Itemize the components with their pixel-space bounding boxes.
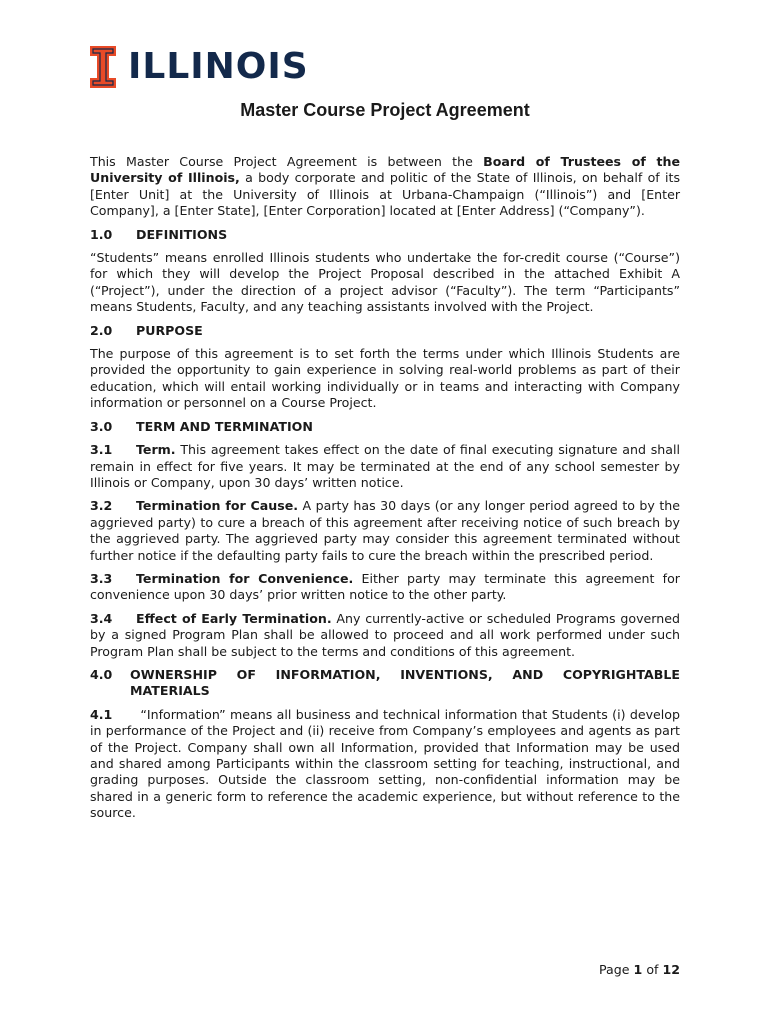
logo-wordmark: ILLINOIS bbox=[128, 46, 309, 87]
page-label: Page bbox=[599, 962, 630, 977]
section-number: 2.0 bbox=[90, 322, 113, 338]
section-heading-definitions bbox=[90, 227, 680, 243]
clause-text: Any currently-active or scheduled Programs governed by a signed Program Plan shall be allowed to proceed and all work performed under such Program Plan shall be subject to the terms and conditions of this agreement. bbox=[90, 610, 680, 659]
clause-label: Termination for Convenience. bbox=[136, 570, 354, 586]
clause-label: Termination for Cause. bbox=[136, 498, 299, 514]
clause-text: “Information” means all business and technical information that Students (i) develop in performance of the Project and (ii) receive from Company’s employees and agents as part of the Project. Company shall own all Information, provided that Information may be used and shared among Participants within the classroom setting for teaching, instructional, and grading purposes. Outside the classroom setting, non-confidential information may be shared in a generic form to reference the academic experience, but without reference to the source. bbox=[90, 706, 680, 821]
clause-number: 3.2 bbox=[90, 498, 113, 514]
clause-number: 3.4 bbox=[90, 610, 113, 626]
clause-3-3 bbox=[90, 571, 680, 604]
clause-text: Either party may terminate this agreement for convenience upon 30 days’ prior written notice to the other party. bbox=[90, 570, 680, 603]
block-i-logo-icon bbox=[90, 46, 116, 88]
section-heading-purpose bbox=[90, 323, 680, 339]
section-number: 4.0 bbox=[90, 666, 113, 682]
section-heading-term bbox=[90, 419, 680, 435]
section-title: TERM AND TERMINATION bbox=[136, 418, 313, 434]
definitions-paragraph: “Students” means enrolled Illinois students who undertake the for-credit course (“Course”) for which they will develop the Project Proposal described in the attached Exhibit A (“Project”), under the direction of a project advisor (“Faculty”). The term “Participants” means Students, Faculty, and any teaching assistants involved with the Project. bbox=[90, 250, 680, 315]
intro-text: This Master Course Project Agreement is between the bbox=[90, 154, 484, 169]
clause-number: 3.3 bbox=[90, 570, 113, 586]
clause-3-1 bbox=[90, 442, 680, 491]
clause-text: This agreement takes effect on the date of final executing signature and shall remain in effect for five years. It may be terminated at the end of any school semester by Illinois or Company, upon 30 days’ written notice. bbox=[90, 442, 680, 490]
intro-paragraph bbox=[90, 154, 680, 220]
section-title: OWNERSHIP OF INFORMATION, INVENTIONS, AND COPYRIGHTABLE MATERIALS bbox=[130, 666, 680, 699]
of-label: of bbox=[646, 962, 659, 977]
document-body bbox=[90, 154, 680, 822]
current-page: 1 bbox=[633, 962, 643, 977]
clause-3-2 bbox=[90, 498, 680, 564]
intro-text-cont: a body corporate and politic of the State of Illinois, on behalf of its [Enter Unit] at the University of Illinois at Urbana-Champaign (“Illinois”) and [Enter Company], a [Enter State], [Enter Corporation] located at [Enter Address] (“Company”). bbox=[90, 170, 681, 219]
clause-4-1 bbox=[90, 707, 680, 822]
intro-party-name: Board of Trustees of the University of Illinois, bbox=[90, 154, 681, 186]
clause-text: A party has 30 days (or any longer period agreed to by the aggrieved party) to cure a breach of this agreement after receiving notice of such breach by the aggrieved party. The aggrieved party may consider this agreement terminated without further notice if the defaulting party fails to cure the breach within the prescribed period. bbox=[90, 498, 681, 563]
page-number bbox=[599, 962, 680, 977]
section-number: 1.0 bbox=[90, 226, 113, 242]
clause-number: 3.1 bbox=[90, 442, 113, 458]
clause-number: 4.1 bbox=[90, 706, 113, 722]
total-pages: 12 bbox=[662, 962, 680, 977]
clause-label: Term. bbox=[136, 442, 176, 458]
section-title: PURPOSE bbox=[136, 322, 203, 338]
clause-3-4 bbox=[90, 611, 680, 660]
purpose-paragraph: The purpose of this agreement is to set forth the terms under which Illinois Students are provided the opportunity to gain experience in solving real-world problems as part of their education, which will entail working individually or in teams and interacting with Company information or personnel on a Course Project. bbox=[90, 346, 680, 411]
document-title: Master Course Project Agreement bbox=[240, 100, 530, 120]
clause-label: Effect of Early Termination. bbox=[136, 610, 332, 626]
section-number: 3.0 bbox=[90, 418, 113, 434]
section-title: DEFINITIONS bbox=[136, 226, 228, 242]
section-heading-ownership bbox=[90, 667, 680, 700]
university-logo bbox=[90, 45, 309, 89]
